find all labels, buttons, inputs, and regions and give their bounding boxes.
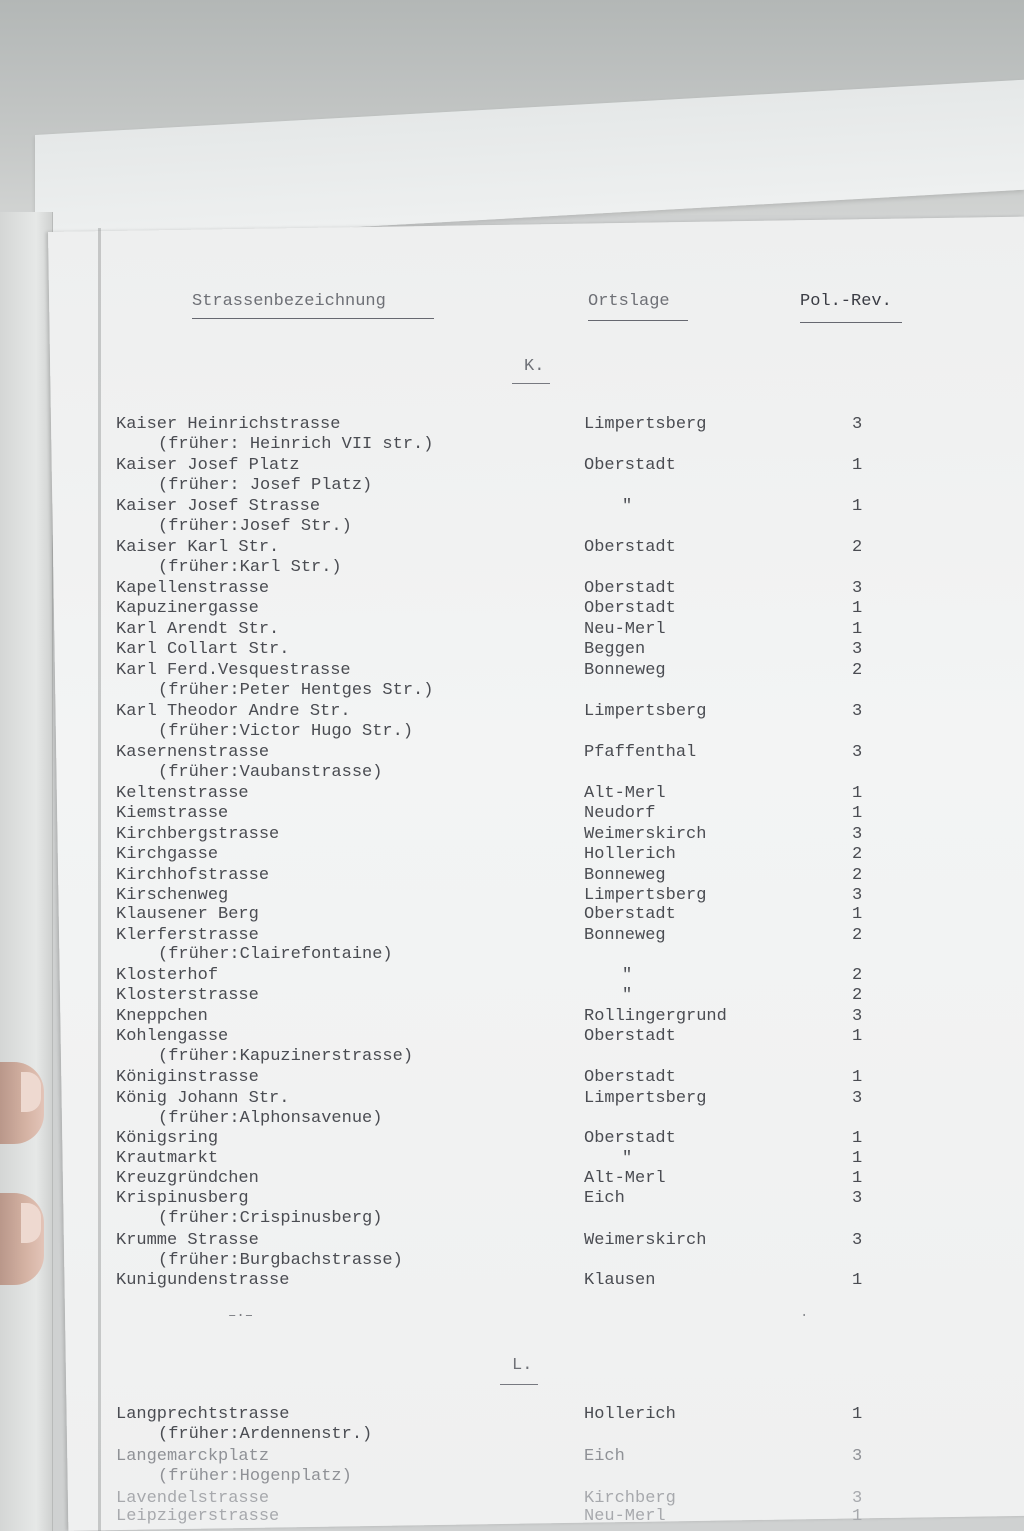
street-name: König Johann Str. — [116, 1089, 290, 1108]
former-name: (früher:Josef Str.) — [158, 517, 352, 536]
police-district: 3 — [852, 1489, 863, 1508]
police-district: 3 — [852, 1447, 863, 1466]
street-row — [0, 701, 1024, 722]
street-row — [0, 1168, 1024, 1189]
street-row — [0, 660, 1024, 681]
street-name: Kohlengasse — [116, 1027, 229, 1046]
street-row — [0, 1506, 1024, 1527]
street-row — [0, 885, 1024, 906]
street-name: Klerferstrasse — [116, 926, 259, 945]
location: Hollerich — [584, 845, 676, 864]
location: " — [622, 966, 633, 985]
street-row — [0, 944, 1024, 965]
separator-mark: · — [800, 1308, 809, 1324]
location: Limpertsberg — [584, 415, 707, 434]
street-row — [0, 1404, 1024, 1425]
location: Oberstadt — [584, 599, 676, 618]
police-district: 1 — [852, 1068, 863, 1087]
former-name: (früher:Vaubanstrasse) — [158, 763, 383, 782]
street-row — [0, 1067, 1024, 1088]
street-row — [0, 762, 1024, 783]
column-header-location: Ortslage — [588, 292, 670, 311]
street-name: Karl Arendt Str. — [116, 620, 280, 639]
street-row — [0, 925, 1024, 946]
police-district: 1 — [852, 497, 863, 516]
street-name: Kirchgasse — [116, 845, 219, 864]
location: Alt-Merl — [584, 1169, 666, 1188]
street-row — [0, 1188, 1024, 1209]
street-row — [0, 985, 1024, 1006]
street-row — [0, 1026, 1024, 1047]
location: Alt-Merl — [584, 784, 666, 803]
street-row — [0, 965, 1024, 986]
street-row — [0, 639, 1024, 660]
street-name: Kapellenstrasse — [116, 579, 270, 598]
street-row — [0, 537, 1024, 558]
police-district: 2 — [852, 538, 863, 557]
street-row — [0, 578, 1024, 599]
police-district: 1 — [852, 1507, 863, 1526]
street-name: Langprechtstrasse — [116, 1405, 290, 1424]
location: Pfaffenthal — [584, 743, 697, 762]
location: Bonneweg — [584, 866, 666, 885]
street-row — [0, 455, 1024, 476]
street-name: Krispinusberg — [116, 1189, 249, 1208]
section-letter-l: L. — [512, 1356, 533, 1375]
street-name: Königsring — [116, 1129, 219, 1148]
street-name: Langemarckplatz — [116, 1447, 270, 1466]
street-name: Klosterstrasse — [116, 986, 259, 1005]
street-name: Kneppchen — [116, 1007, 208, 1026]
section-underline — [500, 1384, 538, 1385]
street-row — [0, 1270, 1024, 1291]
location: Beggen — [584, 640, 646, 659]
column-header-police: Pol.-Rev. — [800, 292, 892, 311]
location: Limpertsberg — [584, 1089, 707, 1108]
street-name: Karl Ferd.Vesquestrasse — [116, 661, 351, 680]
location: Eich — [584, 1447, 625, 1466]
street-row — [0, 844, 1024, 865]
street-row — [0, 904, 1024, 925]
former-name: (früher:Alphonsavenue) — [158, 1109, 383, 1128]
location: Weimerskirch — [584, 825, 707, 844]
police-district: 1 — [852, 620, 863, 639]
police-district: 1 — [852, 456, 863, 475]
street-name: Kirchbergstrasse — [116, 825, 280, 844]
street-row — [0, 1128, 1024, 1149]
former-name: (früher: Heinrich VII str.) — [158, 435, 434, 454]
street-name: Leipzigerstrasse — [116, 1507, 280, 1526]
police-district: 3 — [852, 579, 863, 598]
police-district: 1 — [852, 1149, 863, 1168]
street-row — [0, 1208, 1024, 1229]
column-header-street: Strassenbezeichnung — [192, 292, 386, 311]
police-district: 3 — [852, 1189, 863, 1208]
location: Weimerskirch — [584, 1231, 707, 1250]
street-row — [0, 721, 1024, 742]
header-underline — [192, 318, 434, 319]
street-name: Lavendelstrasse — [116, 1489, 270, 1508]
street-row — [0, 1230, 1024, 1251]
separator-mark: –·– — [228, 1308, 254, 1324]
street-row — [0, 557, 1024, 578]
police-district: 3 — [852, 743, 863, 762]
location: Bonneweg — [584, 661, 666, 680]
street-name: Kirschenweg — [116, 886, 229, 905]
street-row — [0, 1424, 1024, 1445]
police-district: 1 — [852, 1129, 863, 1148]
street-row — [0, 1446, 1024, 1467]
street-name: Keltenstrasse — [116, 784, 249, 803]
street-row — [0, 1108, 1024, 1129]
street-name: Kaiser Heinrichstrasse — [116, 415, 341, 434]
street-row — [0, 783, 1024, 804]
location: Oberstadt — [584, 538, 676, 557]
location: Klausen — [584, 1271, 656, 1290]
police-district: 1 — [852, 1027, 863, 1046]
former-name: (früher: Josef Platz) — [158, 476, 373, 495]
street-row — [0, 865, 1024, 886]
former-name: (früher:Crispinusberg) — [158, 1209, 383, 1228]
street-name: Kaiser Josef Strasse — [116, 497, 321, 516]
location: Neu-Merl — [584, 1507, 666, 1526]
police-district: 1 — [852, 1405, 863, 1424]
police-district: 1 — [852, 1271, 863, 1290]
street-name: Kapuzinergasse — [116, 599, 259, 618]
street-row — [0, 434, 1024, 455]
police-district: 1 — [852, 599, 863, 618]
street-name: Kaiser Josef Platz — [116, 456, 300, 475]
location: Eich — [584, 1189, 625, 1208]
street-row — [0, 1006, 1024, 1027]
header-underline — [800, 322, 902, 323]
police-district: 2 — [852, 966, 863, 985]
street-row — [0, 803, 1024, 824]
location: Limpertsberg — [584, 702, 707, 721]
street-name: Kasernenstrasse — [116, 743, 270, 762]
location: Neu-Merl — [584, 620, 666, 639]
location: Limpertsberg — [584, 886, 707, 905]
former-name: (früher:Burgbachstrasse) — [158, 1251, 403, 1270]
street-row — [0, 516, 1024, 537]
street-row — [0, 1046, 1024, 1067]
street-name: Krumme Strasse — [116, 1231, 259, 1250]
police-district: 3 — [852, 886, 863, 905]
police-district: 3 — [852, 640, 863, 659]
street-name: Klausener Berg — [116, 905, 259, 924]
street-row — [0, 680, 1024, 701]
street-row — [0, 824, 1024, 845]
police-district: 1 — [852, 804, 863, 823]
former-name: (früher:Peter Hentges Str.) — [158, 681, 434, 700]
police-district: 3 — [852, 415, 863, 434]
section-underline — [512, 383, 550, 384]
location: " — [622, 986, 633, 1005]
former-name: (früher:Karl Str.) — [158, 558, 342, 577]
location: Oberstadt — [584, 905, 676, 924]
header-underline — [588, 320, 688, 321]
location: Oberstadt — [584, 1068, 676, 1087]
police-district: 2 — [852, 661, 863, 680]
police-district: 2 — [852, 986, 863, 1005]
street-row — [0, 1148, 1024, 1169]
location: Neudorf — [584, 804, 656, 823]
former-name: (früher:Victor Hugo Str.) — [158, 722, 414, 741]
police-district: 3 — [852, 1231, 863, 1250]
street-row — [0, 1088, 1024, 1109]
street-row — [0, 619, 1024, 640]
street-name: Kaiser Karl Str. — [116, 538, 280, 557]
police-district: 2 — [852, 926, 863, 945]
street-name: Kirchhofstrasse — [116, 866, 270, 885]
street-name: Kiemstrasse — [116, 804, 229, 823]
street-row — [0, 1250, 1024, 1271]
street-row — [0, 598, 1024, 619]
location: " — [622, 497, 633, 516]
street-name: Krautmarkt — [116, 1149, 219, 1168]
police-district: 2 — [852, 866, 863, 885]
police-district: 3 — [852, 702, 863, 721]
location: Oberstadt — [584, 1027, 676, 1046]
street-row — [0, 414, 1024, 435]
location: Oberstadt — [584, 1129, 676, 1148]
section-letter-k: K. — [524, 357, 545, 376]
police-district: 3 — [852, 825, 863, 844]
street-name: Karl Collart Str. — [116, 640, 290, 659]
police-district: 1 — [852, 784, 863, 803]
location: " — [622, 1149, 633, 1168]
former-name: (früher:Hogenplatz) — [158, 1467, 352, 1486]
street-name: Königinstrasse — [116, 1068, 259, 1087]
location: Rollingergrund — [584, 1007, 727, 1026]
former-name: (früher:Ardennenstr.) — [158, 1425, 373, 1444]
location: Bonneweg — [584, 926, 666, 945]
location: Hollerich — [584, 1405, 676, 1424]
location: Kirchberg — [584, 1489, 676, 1508]
location: Oberstadt — [584, 456, 676, 475]
former-name: (früher:Kapuzinerstrasse) — [158, 1047, 414, 1066]
street-name: Kunigundenstrasse — [116, 1271, 290, 1290]
location: Oberstadt — [584, 579, 676, 598]
police-district: 3 — [852, 1089, 863, 1108]
street-name: Klosterhof — [116, 966, 219, 985]
street-row — [0, 475, 1024, 496]
street-row — [0, 496, 1024, 517]
police-district: 3 — [852, 1007, 863, 1026]
street-name: Karl Theodor Andre Str. — [116, 702, 351, 721]
police-district: 1 — [852, 1169, 863, 1188]
street-row — [0, 742, 1024, 763]
police-district: 2 — [852, 845, 863, 864]
police-district: 1 — [852, 905, 863, 924]
former-name: (früher:Clairefontaine) — [158, 945, 393, 964]
street-row — [0, 1466, 1024, 1487]
street-name: Kreuzgründchen — [116, 1169, 259, 1188]
